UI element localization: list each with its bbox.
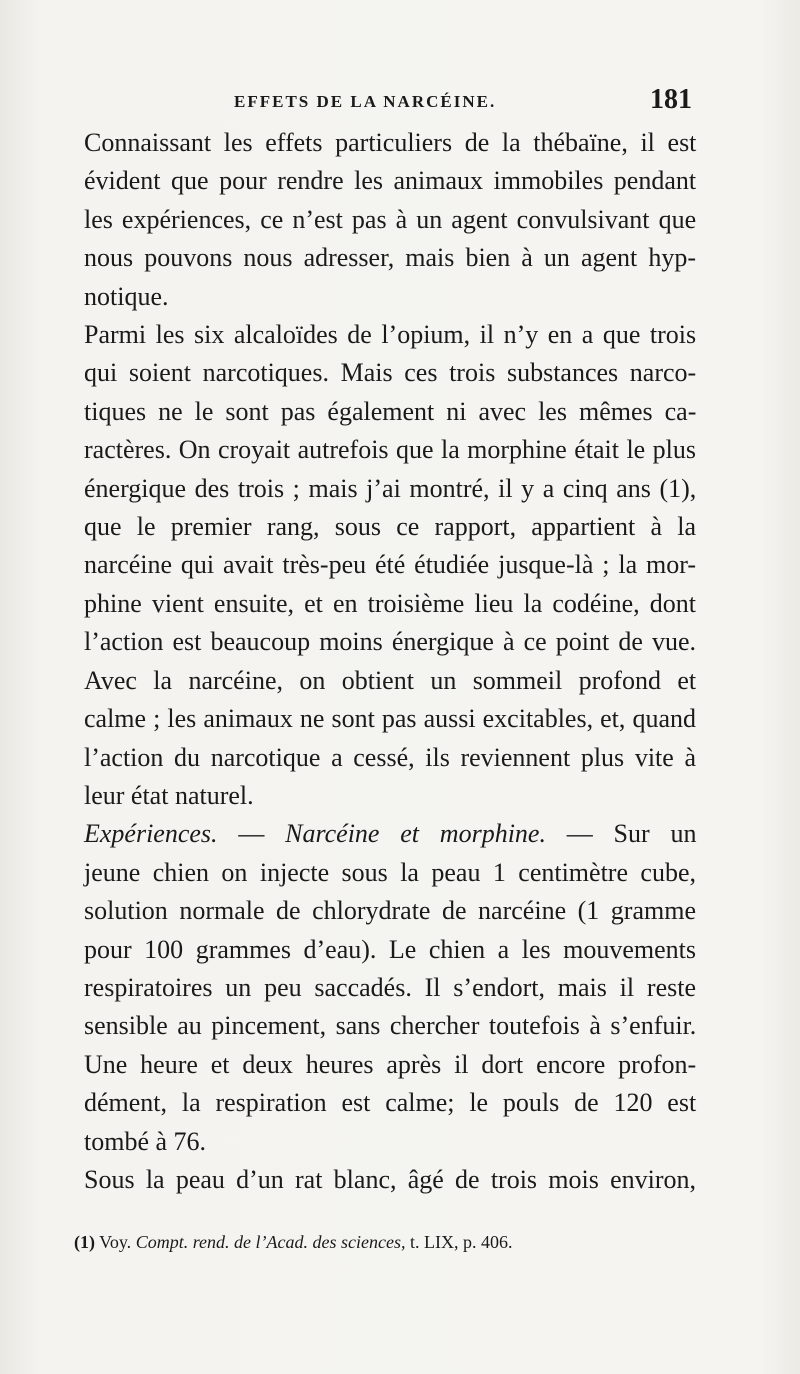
footnote-post: t. LIX, p. 406.	[405, 1232, 513, 1252]
italic-narceine-morphine: Narcéine et morphine.	[285, 819, 546, 849]
text-line: énergique des trois ; mais j’ai montré, il y a cinq ans (1),	[84, 473, 697, 503]
text-line: Une heure et deux heures après il dort encore profon-	[84, 1049, 697, 1079]
text-line: notique.	[84, 281, 169, 311]
experiences-heading-line	[84, 815, 696, 853]
text-line: pour 100 grammes d’eau). Le chien a les mouvements	[84, 934, 696, 964]
text-line: l’action du narcotique a cessé, ils reviennent plus vite à	[84, 742, 696, 772]
text-line: solution normale de chlorydrate de narcéine (1 gramme	[84, 896, 696, 926]
text-line: tombé à 76.	[84, 1126, 207, 1156]
footnote	[74, 1232, 694, 1253]
text-line: respiratoires un peu saccadés. Il s’endort, mais il reste	[84, 972, 696, 1002]
text-line: leur état naturel.	[84, 780, 254, 810]
text-line: Connaissant les effets particuliers de la thébaïne, il est	[84, 128, 697, 157]
text-line: calme ; les animaux ne sont pas aussi excitables, et, quand	[84, 704, 696, 734]
body-text	[84, 124, 696, 1199]
text-line: que le premier rang, sous ce rapport, appartient à la	[84, 512, 696, 542]
text-line: qui soient narcotiques. Mais ces trois substances narco-	[84, 358, 697, 388]
page-number: 181	[650, 84, 692, 115]
text-line: ractères. On croyait autrefois que la morphine était le plus	[84, 435, 696, 465]
text-line: sensible au pincement, sans chercher toutefois à s’enfuir.	[84, 1011, 697, 1041]
text-line: évident que pour rendre les animaux immobiles pendant	[84, 166, 697, 196]
footnote-marker: (1)	[74, 1232, 95, 1252]
text-line: les expériences, ce n’est pas à un agent convulsivant que	[84, 204, 697, 234]
footnote-citation: Compt. rend. de l’Acad. des sciences,	[135, 1232, 406, 1252]
text-line: l’action est beaucoup moins énergique à ce point de vue.	[84, 627, 696, 657]
italic-experiences: Expériences.	[84, 819, 218, 849]
text-line: nous pouvons nous adresser, mais bien à un agent hyp-	[84, 243, 696, 273]
text-line: narcéine qui avait très-peu été étudiée jusque-là ; la mor-	[84, 550, 696, 580]
running-title: EFFETS DE LA NARCÉINE.	[234, 92, 497, 111]
dash: —	[217, 819, 286, 849]
text-line: dément, la respiration est calme; le pouls de 120 est	[84, 1088, 697, 1118]
footnote-pre: Voy.	[95, 1232, 136, 1252]
text-line: jeune chien on injecte sous la peau 1 centimètre cube,	[84, 857, 696, 887]
text-line: tiques ne le sont pas également ni avec les mêmes ca-	[84, 396, 697, 426]
text-line: phine vient ensuite, et en troisième lieu la codéine, dont	[84, 588, 696, 618]
text-line: Sous la peau d’un rat blanc, âgé de trois mois environ,	[84, 1164, 696, 1194]
page-header	[84, 84, 696, 116]
text-line: Avec la narcéine, on obtient un sommeil profond et	[84, 665, 697, 695]
text-line: Parmi les six alcaloïdes de l’opium, il n’y en a que trois	[84, 320, 697, 350]
line-rest: — Sur un	[545, 819, 697, 849]
